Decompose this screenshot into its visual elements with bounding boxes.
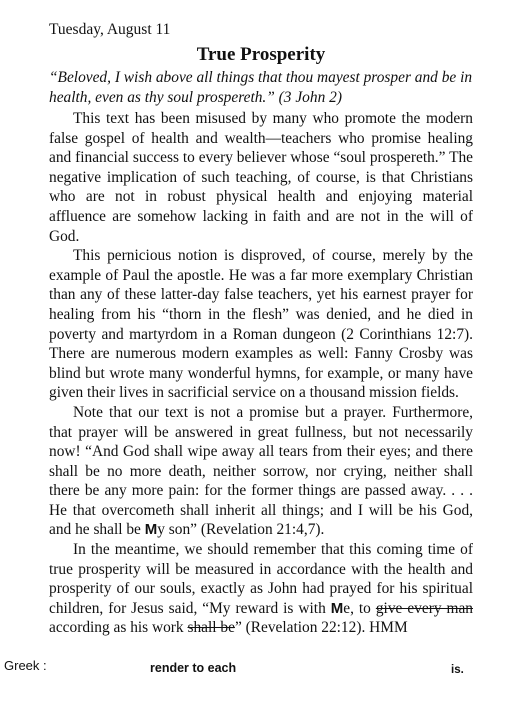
paragraph-3-text-b: y son” (Revelation 21:4,7).: [157, 521, 325, 539]
struck-text-give-every-man: give every man: [375, 599, 473, 617]
key-verse: “Beloved, I wish above all things that thou mayest prosper and be in health, even as thy soul prospereth.” (3 John 2): [49, 69, 473, 106]
devotional-page: [49, 20, 473, 638]
capital-m-handwritten: M: [144, 521, 158, 539]
struck-text-shall-be: shall be: [187, 619, 235, 637]
paragraph-4: [49, 540, 473, 638]
margin-note-greek: Greek :: [4, 658, 47, 673]
capital-m-handwritten-2: M: [330, 599, 344, 617]
date-line: Tuesday, August 11: [49, 21, 171, 38]
paragraph-4-text-a: In the meantime, we should remember that this coming time of true prosperity will be measured in accordance with the health and prosperity of our souls, exactly as John had prayed for his spiritual children, for Jesus said, “My reward is with: [49, 541, 473, 617]
devotional-title: True Prosperity: [196, 44, 326, 65]
paragraph-3-text-a: Note that our text is not a promise but a prayer. Furthermore, that prayer will be answered in great fullness, but not necessarily now! “And God shall wipe away all tears from their eyes; and there shall be no more death, neither sorrow, nor crying, neither shall there be any more pain: for the former things are passed away. . . . He that overcometh shall inherit all things; and I will be his God, and he shall be: [49, 403, 473, 539]
paragraph-1: This text has been misused by many who promote the modern false gospel of health and wealth—teachers who promise healing and financial success to every believer whose “soul prospereth.” The negative implication of such teaching, of course, is that Christians who are not in robust physical health and enjoying material affluence are somehow lacking in faith and are not in the will of God.: [49, 110, 473, 245]
paragraph-3: [49, 403, 473, 540]
paragraph-4-text-c: according as his work: [49, 619, 188, 637]
insertion-note-is: is.: [451, 664, 464, 676]
paragraph-4-text-d: ” (Revelation 22:12). HMM: [234, 619, 408, 637]
paragraph-2: This pernicious notion is disproved, of course, merely by the example of Paul the apostle. He was a far more exemplary Christian than any of these latter-day false teachers, yet his earnest prayer for healing from his “thorn in the flesh” was denied, and he died in poverty and martyrdom in a Roman dungeon (2 Corinthians 12:7). There are numerous modern examples as well: Fanny Crosby was blind but wrote many wonderful hymns, for example, or many have given their lives in sacrificial service on a thousand mission fields.: [49, 247, 473, 402]
paragraph-4-text-b: e, to: [343, 599, 376, 617]
insertion-note-render: render to each: [150, 661, 237, 675]
